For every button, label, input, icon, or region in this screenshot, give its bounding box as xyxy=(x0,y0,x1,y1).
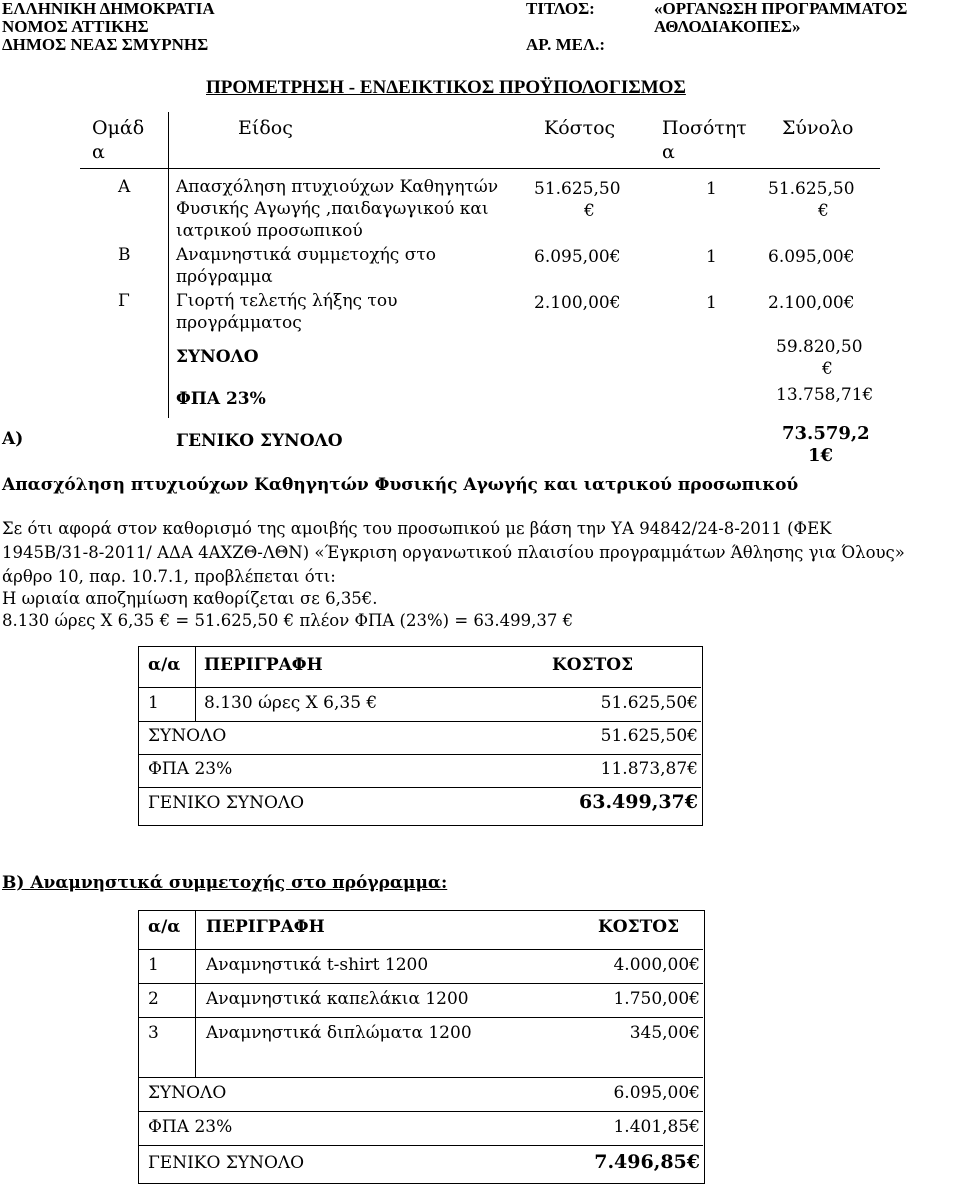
section-a-paragraph-line-5: 8.130 ώρες Χ 6,35 € = 51.625,50 € πλέον ΦΠΑ (23%) = 63.499,37 € xyxy=(2,611,574,630)
row-a-item-line-3: ιατρικού προσωπικού xyxy=(176,221,363,241)
row-b-qty: 1 xyxy=(706,247,717,267)
section-b-row-3-cost: 345,00€ xyxy=(629,1023,700,1043)
row-a-cost-line-2: € xyxy=(584,201,595,221)
col-total-label: Σύνολο xyxy=(782,117,854,139)
section-b-table xyxy=(138,910,705,1184)
title-value-line-2: ΑΘΛΟΔΙΑΚΟΠΕΣ» xyxy=(654,17,801,36)
section-a-paragraph-line-4: Η ωριαία αποζημίωση καθορίζεται σε 6,35€. xyxy=(2,589,378,608)
row-c-total: 2.100,00€ xyxy=(768,293,855,313)
section-b-sum-label: ΣΥΝΟΛΟ xyxy=(148,1083,227,1103)
row-b-group: Β xyxy=(118,245,131,265)
document-title: ΠΡΟΜΕΤΡΗΣΗ - ΕΝΔΕΙΚΤΙΚΟΣ ΠΡΟΫΠΟΛΟΓΙΣΜΟΣ xyxy=(206,77,686,98)
section-b-sum-value: 6.095,00€ xyxy=(613,1083,700,1103)
section-a-row-1-cost: 51.625,50€ xyxy=(600,693,698,713)
title-value-line-1: «ΟΡΓΑΝΩΣΗ ΠΡΟΓΡΑΜΜΑΤΟΣ xyxy=(654,0,908,18)
row-a-item-line-1: Απασχόληση πτυχιούχων Καθηγητών xyxy=(176,177,499,197)
title-label: ΤΙΤΛΟΣ: xyxy=(526,0,595,18)
header-line-3: ΔΗΜΟΣ ΝΕΑΣ ΣΜΥΡΝΗΣ xyxy=(2,35,209,54)
row-a-total-line-2: € xyxy=(818,201,829,221)
main-table-column-divider xyxy=(168,112,169,418)
section-b-row-1-no: 1 xyxy=(148,955,159,975)
section-b-row-1-cost: 4.000,00€ xyxy=(613,955,700,975)
section-a-header-desc: ΠΕΡΙΓΡΑΦΗ xyxy=(204,655,323,675)
section-b-heading: Β) Αναμνηστικά συμμετοχής στο πρόγραμμα: xyxy=(2,873,448,893)
header-line-1: ΕΛΛΗΝΙΚΗ ΔΗΜΟΚΡΑΤΙΑ xyxy=(2,0,215,18)
section-a-header-no: α/α xyxy=(148,655,181,675)
col-qty-label-1: Ποσότητ xyxy=(662,117,747,139)
row-b-item-line-1: Αναμνηστικά συμμετοχής στο xyxy=(176,245,436,265)
section-a-grand-value: 63.499,37€ xyxy=(579,791,698,813)
row-c-qty: 1 xyxy=(706,293,717,313)
section-a-header-cost: ΚΟΣΤΟΣ xyxy=(552,655,634,675)
section-a-paragraph-line-2: 1945Β/31-8-2011/ ΑΔΑ 4ΑΧΖΘ-ΛΘΝ) «Έγκριση οργανωτικού πλαισίου προγραμμάτων Άθλησης για Όλους» xyxy=(2,543,905,562)
header-line-2: ΝΟΜΟΣ ΑΤΤΙΚΗΣ xyxy=(2,17,149,36)
main-grand-value-line-1: 73.579,2 xyxy=(782,423,870,444)
section-b-grand-value: 7.496,85€ xyxy=(594,1151,700,1173)
row-c-group: Γ xyxy=(118,291,130,311)
row-c-cost: 2.100,00€ xyxy=(534,293,621,313)
section-a-grand-label: ΓΕΝΙΚΟ ΣΥΝΟΛΟ xyxy=(148,793,305,813)
section-b-header-desc: ΠΕΡΙΓΡΑΦΗ xyxy=(206,917,325,937)
section-a-vat-label: ΦΠΑ 23% xyxy=(148,759,233,779)
row-a-cost-line-1: 51.625,50 xyxy=(534,179,621,199)
section-b-vat-label: ΦΠΑ 23% xyxy=(148,1117,233,1137)
section-a-heading: Απασχόληση πτυχιούχων Καθηγητών Φυσικής Αγωγής και ιατρικού προσωπικού xyxy=(2,475,799,495)
section-a-paragraph-line-3: άρθρο 10, παρ. 10.7.1, προβλέπεται ότι: xyxy=(2,567,336,586)
section-b-row-3-no: 3 xyxy=(148,1023,159,1043)
section-b-vat-value: 1.401,85€ xyxy=(613,1117,700,1137)
row-b-item-line-2: πρόγραμμα xyxy=(176,267,273,287)
row-c-item-line-2: προγράμματος xyxy=(176,313,302,333)
section-a-sum-label: ΣΥΝΟΛΟ xyxy=(148,726,227,746)
section-b-row-2-cost: 1.750,00€ xyxy=(613,989,700,1009)
section-a-sum-value: 51.625,50€ xyxy=(600,726,698,746)
main-sum-value-line-2: € xyxy=(822,359,833,379)
main-grand-label: ΓΕΝΙΚΟ ΣΥΝΟΛΟ xyxy=(176,431,343,451)
section-b-grand-label: ΓΕΝΙΚΟ ΣΥΝΟΛΟ xyxy=(148,1153,305,1173)
main-sum-label: ΣΥΝΟΛΟ xyxy=(176,347,259,367)
row-a-total-line-1: 51.625,50 xyxy=(768,179,855,199)
section-b-row-3-desc: Αναμνηστικά διπλώματα 1200 xyxy=(206,1023,472,1043)
col-group-label-2: α xyxy=(92,141,105,163)
section-a-paragraph-line-1: Σε ότι αφορά στον καθορισμό της αμοιβής του προσωπικού με βάση την ΥΑ 94842/24-8-2011 (ΦΕΚ xyxy=(2,519,832,538)
section-b-row-1-desc: Αναμνηστικά t-shirt 1200 xyxy=(206,955,429,975)
row-a-group: Α xyxy=(118,177,131,197)
main-sum-value-line-1: 59.820,50 xyxy=(776,337,863,357)
section-b-header-cost: ΚΟΣΤΟΣ xyxy=(598,917,680,937)
row-a-qty: 1 xyxy=(706,179,717,199)
section-a-marker: Α) xyxy=(2,429,24,449)
section-b-header-no: α/α xyxy=(148,917,181,937)
row-c-item-line-1: Γιορτή τελετής λήξης του xyxy=(176,291,398,311)
section-b-row-2-desc: Αναμνηστικά καπελάκια 1200 xyxy=(206,989,469,1009)
ref-label: ΑΡ. ΜΕΛ.: xyxy=(526,35,606,54)
section-a-vat-value: 11.873,87€ xyxy=(600,759,698,779)
section-b-row-2-no: 2 xyxy=(148,989,159,1009)
row-a-item-line-2: Φυσικής Αγωγής ,παιδαγωγικού και xyxy=(176,199,489,219)
section-a-row-1-desc: 8.130 ώρες Χ 6,35 € xyxy=(204,693,378,713)
row-b-total: 6.095,00€ xyxy=(768,247,855,267)
section-a-row-1-no: 1 xyxy=(148,693,159,713)
main-vat-label: ΦΠΑ 23% xyxy=(176,389,266,409)
main-grand-value-line-2: 1€ xyxy=(808,445,834,466)
main-vat-value: 13.758,71€ xyxy=(776,385,874,405)
col-qty-label-2: α xyxy=(662,141,675,163)
col-item-label: Είδος xyxy=(238,117,293,139)
col-group-label-1: Ομάδ xyxy=(92,117,145,139)
main-table-header-divider xyxy=(80,168,880,169)
row-b-cost: 6.095,00€ xyxy=(534,247,621,267)
col-cost-label: Κόστος xyxy=(544,117,616,139)
